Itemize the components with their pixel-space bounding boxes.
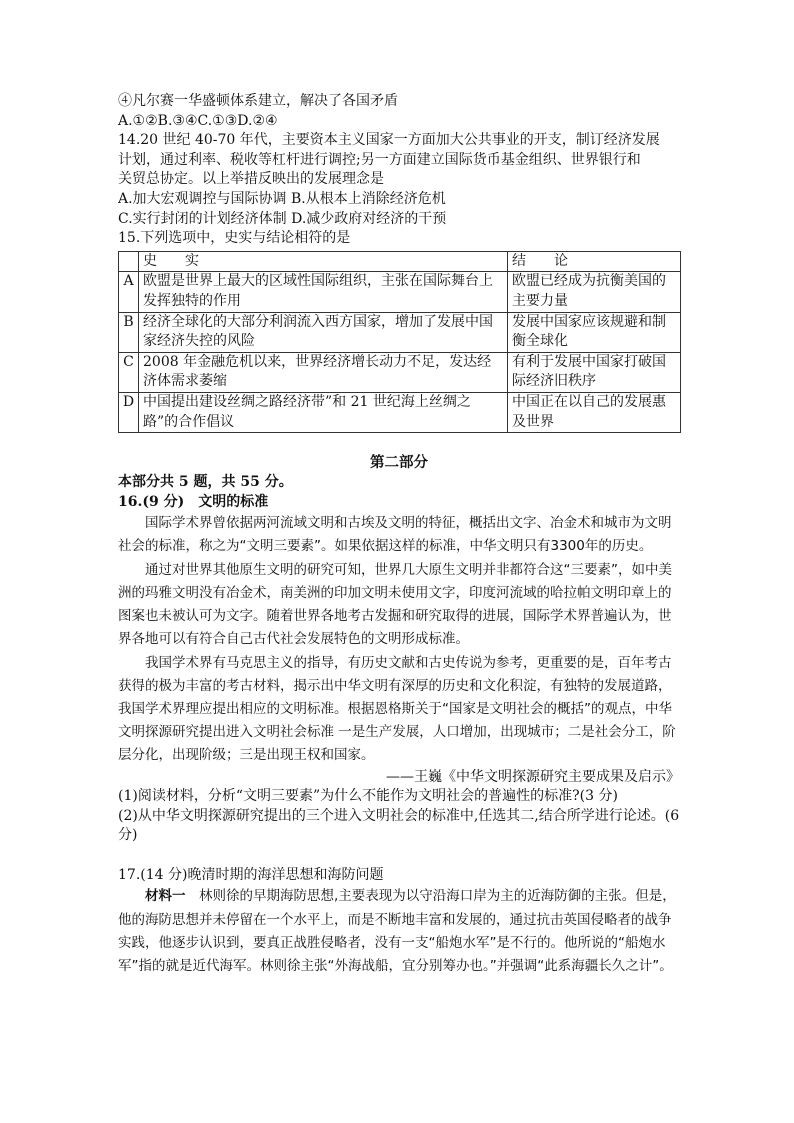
q16-sub-question-2: (2)从中华文明探源研究提出的三个进入文明社会的标准中,任选其二,结合所学进行论述。(6 分) bbox=[118, 807, 680, 844]
q14-stem-line-2: 计划，通过利率、税收等杠杆进行调控;另一方面建立国际货币基金组织、世界银行和 bbox=[118, 151, 641, 168]
q14-stem-line-1: 14.20 世纪 40-70 年代，主要资本主义国家一方面加大公共事业的开支，制订经济发展 bbox=[118, 132, 660, 149]
row-fact: 2008 年金融危机以来，世界经济增长动力不足，发达经济体需求萎缩 bbox=[139, 352, 508, 392]
exam-page bbox=[118, 92, 680, 978]
q13-option-4: ④凡尔赛一华盛顿体系建立，解决了各国矛盾 bbox=[118, 93, 398, 109]
table-header-conclusion: 结 论 bbox=[508, 251, 681, 272]
row-key: C bbox=[119, 352, 139, 392]
q14-options-1: A.加大宏观调控与国际协调 B.从根本上消除经济危机 bbox=[118, 190, 446, 207]
q14-options-2: C.实行封闭的计划经济体制 D.减少政府对经济的干预 bbox=[118, 210, 447, 227]
row-conclusion: 欧盟已经成为抗衡美国的主要力量 bbox=[508, 272, 681, 312]
table-header-fact: 史 实 bbox=[139, 251, 508, 272]
table-row bbox=[119, 312, 681, 352]
spacer bbox=[118, 846, 680, 866]
table-row bbox=[119, 272, 681, 312]
part2-title: 第二部分 bbox=[370, 454, 428, 472]
row-key: B bbox=[119, 312, 139, 352]
q16-paragraph-2: 通过对世界其他原生文明的研究可知，世界几大原生文明并非都符合这“三要素”，如中美洲的玛雅文明没有冶金术，南美洲的印加文明未使用文字，印度河流域的哈拉帕文明印章上的图案也未被认可为文字。随着世界各地考古发掘和研究取得的进展，国际学术界普遍认为，世界各地可以有符合自己古代社会发展特色的文明形成标准。 bbox=[118, 561, 672, 648]
q16-paragraph-3: 我国学术界有马克思主义的指导，有历史文献和古史传说为参考，更重要的是，百年考古获得的极为丰富的考古材料，揭示出中华文明有深厚的历史和文化积淀，有独特的发展道路，我国学术界理应提出相应的文明标准。根据恩格斯关于“国家是文明社会的概括”的观点，中华文明探源研究提出进入文明社会标准 一是生产发展，人口增加，出现城市；二是社会分工，阶层分化，出现阶级；三是出现王权和国家。 bbox=[118, 654, 676, 764]
row-conclusion: 有利于发展中国家打破国际经济旧秩序 bbox=[508, 352, 681, 392]
table-header-key bbox=[119, 251, 139, 272]
table-header-row bbox=[119, 251, 681, 272]
q15-table bbox=[118, 251, 681, 433]
row-fact: 经济全球化的大部分利润流入西方国家，增加了发展中国家经济失控的风险 bbox=[139, 312, 508, 352]
row-conclusion: 发展中国家应该规避和制衡全球化 bbox=[508, 312, 681, 352]
q17-heading: 17.(14 分)晚清时期的海洋思想和海防问题 bbox=[118, 866, 384, 883]
table-row bbox=[119, 352, 681, 392]
q17-material-1 bbox=[118, 885, 680, 978]
q16-paragraph-1: 国际学术界曾依据两河流域文明和古埃及文明的特征，概括出文字、冶金术和城市为文明社会的标准，称之为“文明三要素”。如果依据这样的标准，中华文明只有3300年的历史。 bbox=[118, 515, 672, 555]
q17-material-label: 材料一 bbox=[145, 888, 186, 905]
q16-heading: 16.(9 分) 文明的标准 bbox=[118, 493, 269, 510]
q17-material-text: 林则徐的早期海防思想,主要表现为以守沿海口岸为主的近海防御的主张。但是，他的海防思想并未停留在一个水平上，而是不断地丰富和发展的，通过抗击英国侵略者的战争实践，他逐步认识到，要真正战胜侵略者，没有一支“船炮水军”是不行的。他所说的“船炮水军”指的就是近代海军。林则徐主张“外海战船，宜分别筹办也。”并强调“此系海疆长久之计”。 bbox=[118, 888, 676, 975]
q17-material bbox=[118, 885, 680, 978]
row-key: D bbox=[119, 392, 139, 432]
row-conclusion: 中国正在以自己的发展惠及世界 bbox=[508, 392, 681, 432]
row-fact: 中国提出建设丝绸之路经济带”和 21 世纪海上丝绸之路”的合作倡议 bbox=[139, 392, 508, 432]
table-row bbox=[119, 392, 681, 432]
q16-material bbox=[118, 512, 680, 767]
q16-sub-question-1: (1)阅读材料，分析“文明三要素”为什么不能作为文明社会的普遍性的标准?(3 分) bbox=[118, 788, 618, 805]
q14-stem-line-3: 关贸总协定。以上举措反映出的发展理念是 bbox=[118, 171, 384, 188]
row-fact: 欧盟是世界上最大的区域性国际组织，主张在国际舞台上发挥独特的作用 bbox=[139, 272, 508, 312]
part2-intro: 本部分共 5 题，共 55 分。 bbox=[118, 474, 293, 491]
q16-source: ——王巍《中华文明探源研究主要成果及启示》 bbox=[386, 768, 680, 785]
row-key: A bbox=[119, 272, 139, 312]
q13-choices: A.①②B.③④C.①③D.②④ bbox=[118, 112, 278, 129]
q15-stem: 15.下列选项中，史实与结论相符的是 bbox=[118, 230, 351, 247]
